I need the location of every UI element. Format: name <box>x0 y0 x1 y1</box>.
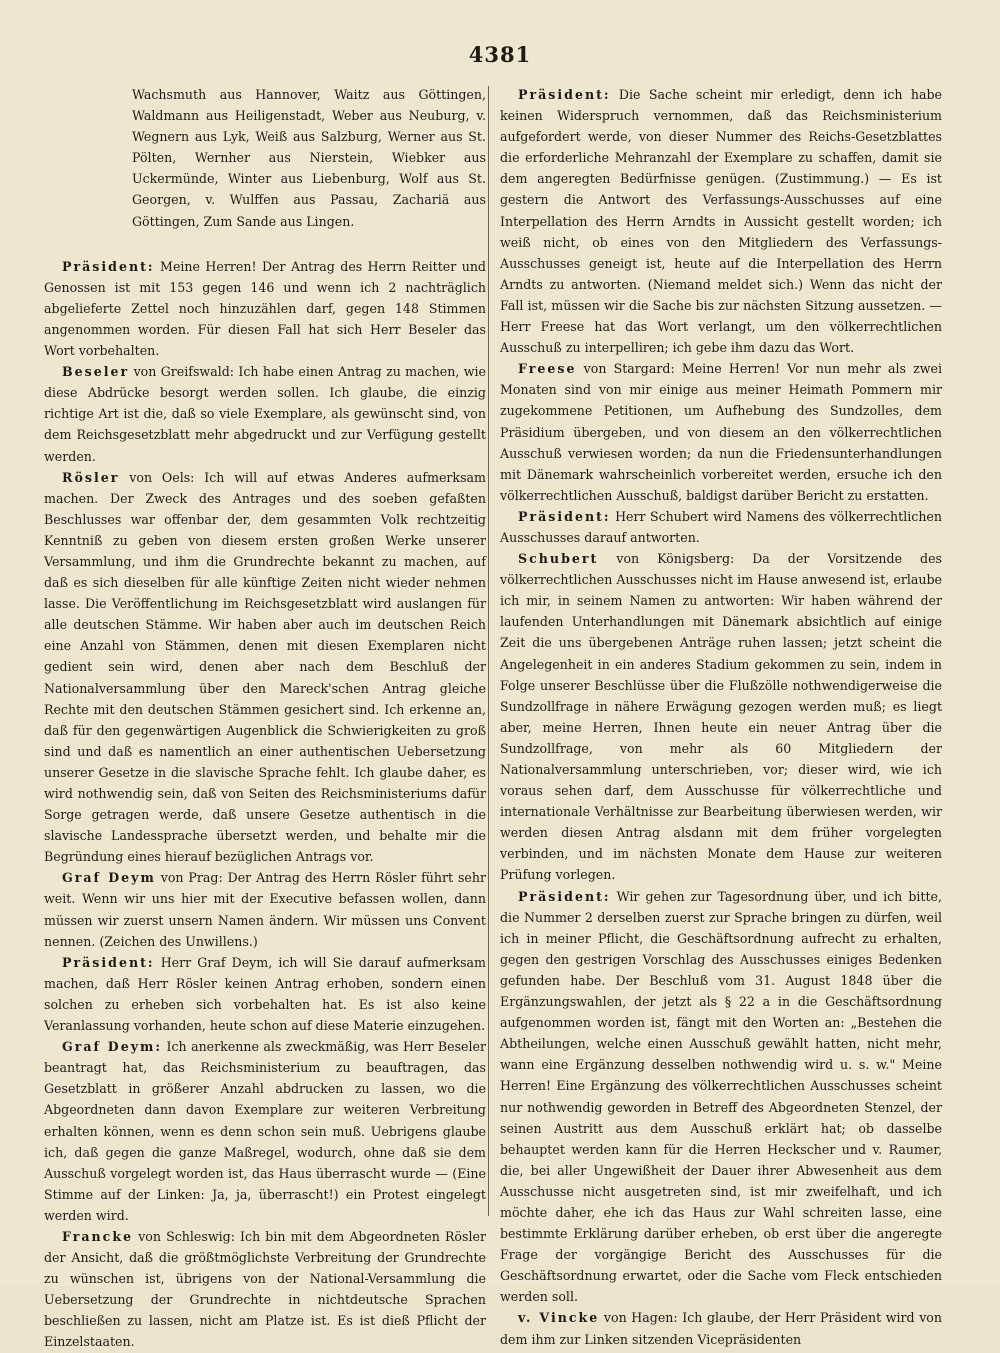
speech-paragraph <box>44 361 486 466</box>
column-divider <box>488 86 489 1216</box>
paragraph-text: Ich anerkenne als zweckmäßig, was Herr Beseler beantragt hat, das Reichsministerium zu beauftragen, das Gesetzblatt in größerer Anzahl abdrucken zu lassen, wo die Abgeordneten dann davon Exemplare zur weiteren Verbreitung erhalten können, wenn es denn schon sein muß. Uebrigens glaube ich, daß gegen die ganze Maßregel, wodurch, ohne daß sie dem Ausschuß vorgelegt worden ist, das Haus überrascht wurde — (Eine Stimme auf der Linken: Ja, ja, überrascht!) ein Protest eingelegt werden wird. <box>44 1039 486 1223</box>
paragraph-text: Herr Graf Deym, ich will Sie darauf aufmerksam machen, daß Herr Rösler keinen Antrag erhoben, sondern einen solchen zu erheben sich vorbehalten hat. Es ist also keine Veranlassung vorhanden, heute schon auf diese Materie einzugehen. <box>44 954 486 1034</box>
speech-paragraph <box>500 358 942 506</box>
paragraph-text: Die Sache scheint mir erledigt, denn ich habe keinen Widerspruch vernommen, daß das Reichsministerium aufgefordert werde, von dieser Nummer des Reichs-Gesetzblattes die erforderliche Mehranzahl der Exemplare zu schaffen, damit sie dem angeregten Bedürfnisse genügen. (Zustimmung.) — Es ist gestern die Antwort des Verfassungs-Ausschusses auf eine Interpellation des Herrn Arndts in Aussicht gestellt worden; ich weiß nicht, ob eines von den Mitgliedern des Verfassungs-Ausschusses geneigt ist, heute auf die Interpellation des Herrn Arndts zu antworten. (Niemand meldet sich.) Wenn das nicht der Fall ist, müssen wir die Sache bis zur nächsten Sitzung aussetzen. — Herr Freese hat das Wort verlangt, um den völkerrechtlichen Ausschuß zu interpelliren; ich gebe ihm dazu das Wort. <box>500 87 942 356</box>
speaker-name: Präsident: <box>518 508 611 524</box>
speech-paragraph <box>500 1307 942 1349</box>
page-number: 4381 <box>468 42 532 67</box>
paragraph-text: von Stargard: Meine Herren! Vor nun mehr als zwei Monaten sind von mir einige aus meiner Heimath Pommern mir zugekommene Petitionen, um Aufhebung des Sundzolles, dem Präsidium übergeben, und von diesem an den völkerrechtlichen Ausschuß verwiesen worden; da nun die Friedensunterhandlungen mit Dänemark wahrscheinlich vorbereitet werden, ersuche ich den völkerrechtlichen Ausschuß, baldigst darüber Bericht zu erstatten. <box>500 361 942 503</box>
speech-paragraph <box>44 467 486 868</box>
paragraph-text: von Prag: Der Antrag des Herrn Rösler führt sehr weit. Wenn wir uns hier mit der Executive befassen wollen, dann müssen wir zuerst unsern Namen ändern. Wir müssen uns Convent nennen. (Zeichen des Unwillens.) <box>44 870 487 949</box>
speech-paragraph <box>44 1036 486 1226</box>
speaker-name: Graf Deym <box>62 870 156 886</box>
speaker-name: Präsident: <box>518 888 611 904</box>
speaker-name: Francke <box>62 1228 134 1244</box>
speaker-name: Beseler <box>62 364 130 380</box>
paragraph-text: Herr Schubert wird Namens des völkerrechtlichen Ausschusses darauf antworten. <box>500 508 942 545</box>
speaker-name: Präsident: <box>518 87 611 102</box>
speech-paragraph <box>44 1226 486 1353</box>
speech-paragraph <box>500 886 942 1308</box>
speech-paragraph <box>500 506 942 548</box>
paragraph-text: von Greifswald: Ich habe einen Antrag zu machen, wie diese Abdrücke besorgt werden sollen. Ich glaube, die einzig richtige Art ist die, daß so viele Exemplare, als gewünscht sind, von dem Reichsgesetzblatt mehr abgedruckt und zur Verfügung gestellt werden. <box>44 364 486 464</box>
speech-paragraph <box>44 867 486 951</box>
speaker-name: Rösler <box>62 469 120 485</box>
paragraph-text: von Königsberg: Da der Vorsitzende des völkerrechtlichen Ausschusses nicht im Hause anwesend ist, erlaube ich mir, in seinem Namen zu antworten: Wir haben während der laufenden Unterhandlungen mit Dänemark absichtlich auf einige Zeit die uns übergebenen Anträge ruhen lassen; jetzt scheint die Angelegenheit in ein anderes Stadium gekommen zu sein, indem in Folge unserer Beschlüsse über die Flußzölle nothwendigerweise die Sundzollfrage in nähere Erwägung gezogen werden muß; es liegt aber, meine Herren, Ihnen heute ein neuer Antrag über die Sundzollfrage, von mehr als 60 Mitgliedern der Nationalversammlung unterschrieben, vor; dieser wird, wie ich voraus sehen darf, dem Ausschusse für völkerrechtliche und internationale Verhältnisse zur Bearbeitung überwiesen werden, wir werden diesen Antrag alsdann mit dem früher vorgelegten verbinden, und im nächsten Monate dem Hause zur weiteren Prüfung vorlegen. <box>500 551 942 883</box>
speech-paragraph <box>44 952 486 1036</box>
speaker-name: v. Vincke <box>518 1310 600 1326</box>
paragraph-text: Meine Herren! Der Antrag des Herrn Reitter und Genossen ist mit 153 gegen 146 und wenn ich 2 nachträglich abgelieferte Zettel noch hinzuzählen darf, gegen 148 Stimmen angenommen worden. Für diesen Fall hat sich Herr Beseler das Wort vorbehalten. <box>44 258 486 359</box>
speech-paragraph <box>500 84 942 358</box>
left-column <box>44 84 486 1353</box>
right-column <box>500 84 942 1350</box>
speech-paragraph <box>500 548 942 886</box>
speech-paragraph <box>44 256 486 361</box>
paragraph-text: von Oels: Ich will auf etwas Anderes aufmerksam machen. Der Zweck des Antrages und des soeben gefaßten Beschlusses war offenbar der, dem gesammten Volk rechtzeitig Kenntniß zu geben von diesem ersten großen Werke unserer Versammlung, und ihm die Grundrechte bekannt zu machen, auf daß es sich dieselben für alle künftige Zeiten nicht wieder nehmen lasse. Die Veröffentlichung im Reichsgesetzblatt wird auslangen für alle deutschen Stämme. Wir haben aber auch im deutschen Reich eine Anzahl von Stämmen, denen mit diesen Exemplaren nicht gedient sein wird, denen aber nach dem Beschluß der Nationalversammlung über den Mareck'schen Antrag gleiche Rechte mit den deutschen Stämmen gesichert sind. Ich erkenne an, daß für den gegenwärtigen Augenblick die Schwierigkeiten zu groß sind und daß es namentlich an einer authentischen Uebersetzung unserer Gesetze in die slavische Sprache fehlt. Ich glaube daher, es wird nothwendig sein, daß von Seiten des Reichsministeriums dafür Sorge getragen werde, daß unsere Gesetze authentisch in die slavische Landessprache übersetzt werden, und behalte mir die Begründung eines hierauf bezüglichen Antrags vor. <box>44 469 486 865</box>
speaker-name: Schubert <box>518 551 599 567</box>
speaker-name: Freese <box>518 361 577 377</box>
name-list-paragraph <box>44 84 486 232</box>
paragraph-text: Wachsmuth aus Hannover, Waitz aus Göttingen, Waldmann aus Heiligenstadt, Weber aus Neuburg, v. Wegnern aus Lyk, Weiß aus Salzburg, Werner aus St. Pölten, Wernher aus Nierstein, Wiebker aus Uckermünde, Winter aus Liebenburg, Wolf aus St. Georgen, v. Wulffen aus Passau, Zachariä aus Göttingen, Zum Sande aus Lingen. <box>132 87 486 229</box>
speaker-name: Graf Deym: <box>62 1039 163 1055</box>
paragraph-text: von Schleswig: Ich bin mit dem Abgeordneten Rösler der Ansicht, daß die größtmöglichste Verbreitung der Grundrechte zu wünschen ist, übrigens von der National-Versammlung die Uebersetzung der Grundrechte in nichtdeutsche Sprachen beschließen zu lassen, nicht am Platze ist. Es ist dieß Pflicht der Einzelstaaten. <box>44 1228 486 1350</box>
paragraph-text: Wir gehen zur Tagesordnung über, und ich bitte, die Nummer 2 derselben zuerst zur Sprache bringen zu dürfen, weil ich in meiner Pflicht, die Geschäftsordnung aufrecht zu erhalten, gegen den gestrigen Vorschlag des Ausschusses einiges Bedenken gefunden habe. Der Beschluß vom 31. August 1848 über die Ergänzungswahlen, der jetzt als § 22 a in die Geschäftsordnung aufgenommen worden ist, fängt mit den Worten an: „Bestehen die Abtheilungen, welche einen Ausschuß gewählt hatten, nicht mehr, wann eine Ergänzung desselben nothwendig wird u. s. w." Meine Herren! Eine Ergänzung des völkerrechtlichen Ausschusses scheint nur nothwendig geworden in Betreff des Abgeordneten Stenzel, der seinen Austritt aus dem Ausschuß erklärt hat; ob dasselbe behauptet werden kann für die Herren Heckscher und v. Raumer, die, bei aller Ungewißheit der Dauer ihrer Abwesenheit aus dem Ausschusse nicht ausgetreten sind, ist mir zweifelhaft, und ich möchte daher, ehe ich das Haus zur Wahl schreiten lasse, eine bestimmte Erklärung darüber erheben, ob erst über die angeregte Frage der vorgängige Bericht des Ausschusses für die Geschäftsordnung erwartet, oder die Sache vom Fleck entschieden werden soll. <box>500 888 942 1305</box>
speaker-name: Präsident: <box>62 258 155 274</box>
paragraph-text: von Hagen: Ich glaube, der Herr Präsident wird von dem ihm zur Linken sitzenden Vicepräsidenten <box>500 1310 943 1347</box>
speaker-name: Präsident: <box>62 954 155 970</box>
